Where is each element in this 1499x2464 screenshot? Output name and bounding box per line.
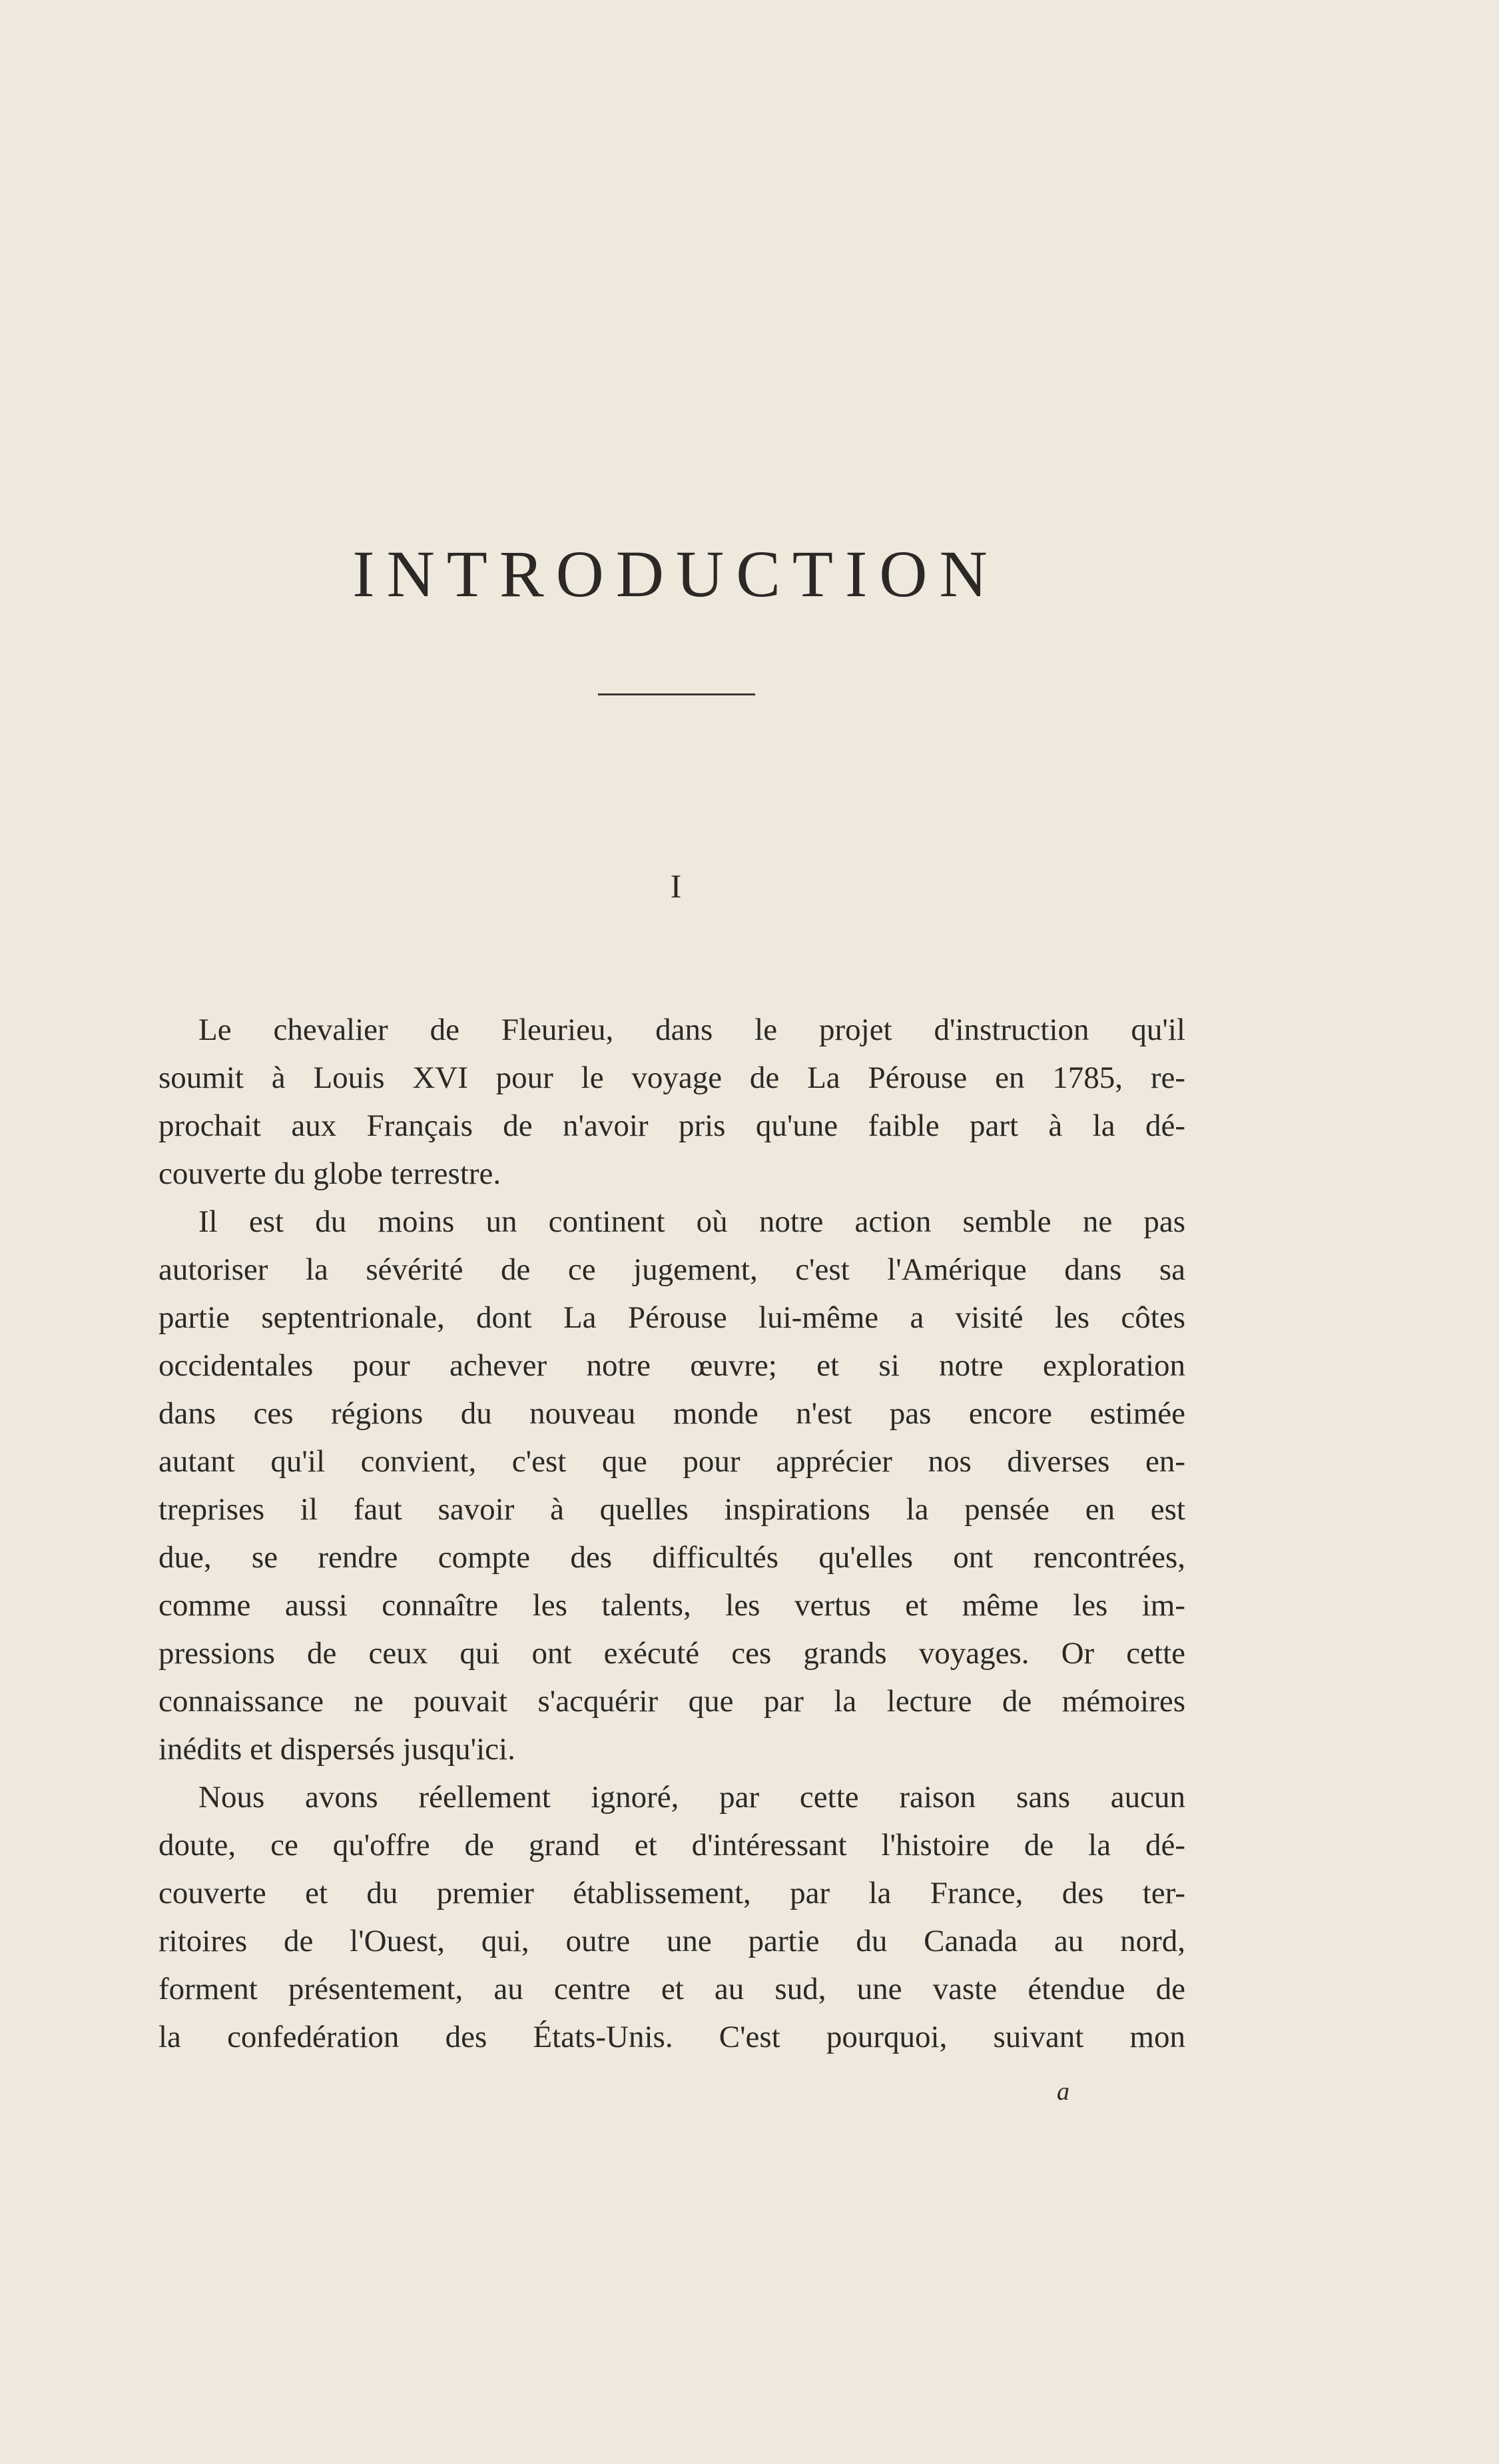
- text-line: couverte et du premier établissement, par la France, des ter-: [158, 1876, 1185, 1910]
- text-line: treprises il faut savoir à quelles inspirations la pensée en est: [158, 1492, 1185, 1527]
- section-number: I: [670, 867, 682, 905]
- text-line: couverte du globe terrestre.: [158, 1156, 501, 1191]
- text-line: soumit à Louis XVI pour le voyage de La Pérouse en 1785, re-: [158, 1060, 1185, 1095]
- text-line: dans ces régions du nouveau monde n'est pas encore estimée: [158, 1396, 1185, 1431]
- page-title: INTRODUCTION: [352, 537, 1000, 611]
- text-line: autoriser la sévérité de ce jugement, c'est l'Amérique dans sa: [158, 1252, 1185, 1287]
- text-line: ritoires de l'Ouest, qui, outre une partie du Canada au nord,: [158, 1924, 1185, 1958]
- text-line: connaissance ne pouvait s'acquérir que par la lecture de mémoires: [158, 1684, 1185, 1719]
- body-text: [158, 1006, 1185, 2061]
- signature-mark: a: [1057, 2078, 1069, 2106]
- text-line: autant qu'il convient, c'est que pour apprécier nos diverses en-: [158, 1444, 1185, 1479]
- text-line: Le chevalier de Fleurieu, dans le projet d'instruction qu'il: [198, 1013, 1185, 1047]
- text-line: pressions de ceux qui ont exécuté ces grands voyages. Or cette: [158, 1636, 1185, 1671]
- text-line: Il est du moins un continent où notre action semble ne pas: [198, 1204, 1185, 1239]
- text-line: la confedération des États-Unis. C'est pourquoi, suivant mon: [158, 2020, 1185, 2054]
- text-line: Nous avons réellement ignoré, par cette raison sans aucun: [198, 1780, 1185, 1815]
- text-line: partie septentrionale, dont La Pérouse lui-même a visité les côtes: [158, 1300, 1185, 1335]
- text-line: doute, ce qu'offre de grand et d'intéressant l'histoire de la dé-: [158, 1828, 1185, 1862]
- text-line: comme aussi connaître les talents, les vertus et même les im-: [158, 1588, 1185, 1623]
- text-line: due, se rendre compte des difficultés qu'elles ont rencontrées,: [158, 1540, 1185, 1575]
- title-divider: [598, 693, 755, 695]
- text-line: prochait aux Français de n'avoir pris qu'une faible part à la dé-: [158, 1108, 1185, 1143]
- text-line: occidentales pour achever notre œuvre; et si notre exploration: [158, 1348, 1185, 1383]
- text-line: forment présentement, au centre et au sud, une vaste étendue de: [158, 1972, 1185, 2006]
- text-line: inédits et dispersés jusqu'ici.: [158, 1732, 515, 1767]
